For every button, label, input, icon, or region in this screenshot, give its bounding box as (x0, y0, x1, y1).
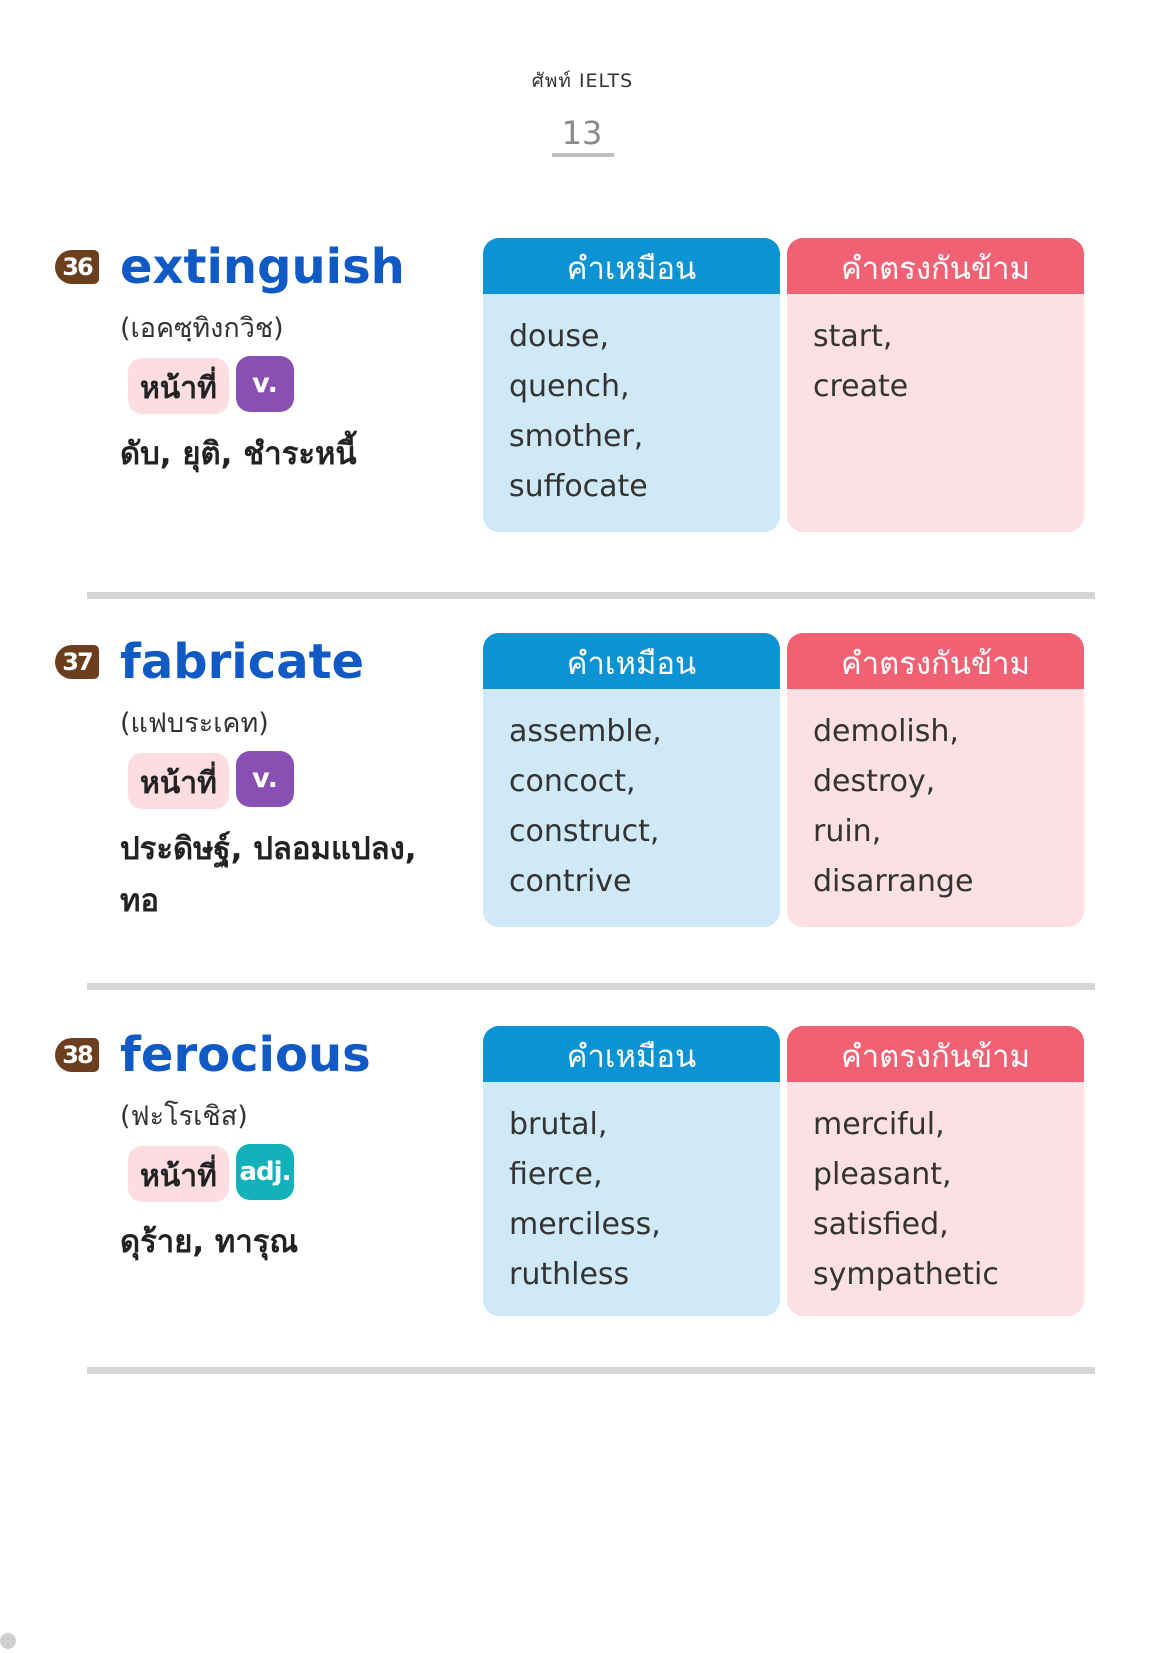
synonym-item: fierce, (509, 1157, 603, 1192)
antonym-item (813, 412, 1084, 462)
page-number: 13 (561, 114, 603, 152)
synonym-item: suffocate (509, 469, 648, 504)
antonyms-box (787, 633, 1084, 927)
antonyms-box (787, 1026, 1084, 1316)
antonym-item (813, 462, 1084, 512)
role-label: หน้าที่ (128, 358, 229, 414)
antonym-item: satisfied, (813, 1207, 949, 1242)
pronunciation: (เอคซฺทิงกวิช) (120, 313, 284, 344)
synonym-item: smother, (509, 419, 644, 454)
pronunciation: (ฟะโรเชิส) (120, 1101, 248, 1132)
antonyms-list (787, 294, 1084, 512)
role-label: หน้าที่ (128, 753, 229, 809)
antonyms-list (787, 689, 1084, 907)
synonyms-list (483, 294, 780, 512)
entry-number-badge: 37 (55, 645, 99, 679)
section-divider (87, 1367, 1095, 1374)
synonyms-box (483, 238, 780, 532)
thai-meaning: ดับ, ยุติ, ชำระหนี้ (120, 436, 357, 472)
antonym-item: ruin, (813, 814, 882, 849)
antonym-item: destroy, (813, 764, 936, 799)
role-label: หน้าที่ (128, 1146, 229, 1202)
synonyms-list (483, 689, 780, 907)
synonym-item: assemble, (509, 714, 662, 749)
antonyms-header: คำตรงกันข้าม (787, 1026, 1084, 1082)
vocab-entry-36 (0, 238, 1165, 538)
synonym-item: douse, (509, 319, 610, 354)
antonym-item: disarrange (813, 864, 974, 899)
synonyms-box (483, 1026, 780, 1316)
synonyms-header: คำเหมือน (483, 238, 780, 294)
synonym-item: concoct, (509, 764, 636, 799)
vocab-word: extinguish (120, 239, 405, 295)
synonym-item: brutal, (509, 1107, 608, 1142)
synonyms-header: คำเหมือน (483, 633, 780, 689)
antonyms-list (787, 1082, 1084, 1300)
book-title: ศัพท์ IELTS (531, 70, 634, 92)
section-divider (87, 983, 1095, 990)
synonyms-list (483, 1082, 780, 1300)
part-of-speech-badge: adj. (236, 1144, 294, 1200)
synonym-item: quench, (509, 369, 630, 404)
antonym-item: pleasant, (813, 1157, 952, 1192)
pronunciation: (แฟบระเคท) (120, 708, 269, 739)
antonym-item: merciful, (813, 1107, 945, 1142)
synonyms-header: คำเหมือน (483, 1026, 780, 1082)
vocab-word: ferocious (120, 1027, 371, 1083)
antonym-item: sympathetic (813, 1257, 999, 1292)
section-divider (87, 592, 1095, 599)
vocab-word: fabricate (120, 634, 365, 690)
antonym-item: start, (813, 319, 893, 354)
vocab-entry-38 (0, 1026, 1165, 1326)
thai-meaning: ประดิษฐ์, ปลอมแปลง, ทอ (120, 831, 417, 919)
corner-dot (0, 1633, 16, 1649)
entry-number-badge: 38 (55, 1038, 99, 1072)
synonym-item: contrive (509, 864, 632, 899)
antonym-item: create (813, 369, 909, 404)
antonyms-header: คำตรงกันข้าม (787, 238, 1084, 294)
part-of-speech-badge: v. (236, 751, 294, 807)
entry-number-badge: 36 (55, 250, 99, 284)
antonym-item: demolish, (813, 714, 959, 749)
synonym-item: ruthless (509, 1257, 630, 1292)
thai-meaning: ดุร้าย, ทารุณ (120, 1224, 299, 1260)
synonym-item: construct, (509, 814, 660, 849)
antonyms-box (787, 238, 1084, 532)
synonym-item: merciless, (509, 1207, 661, 1242)
synonyms-box (483, 633, 780, 927)
page-number-underline (552, 153, 614, 157)
vocab-entry-37 (0, 633, 1165, 933)
antonyms-header: คำตรงกันข้าม (787, 633, 1084, 689)
part-of-speech-badge: v. (236, 356, 294, 412)
